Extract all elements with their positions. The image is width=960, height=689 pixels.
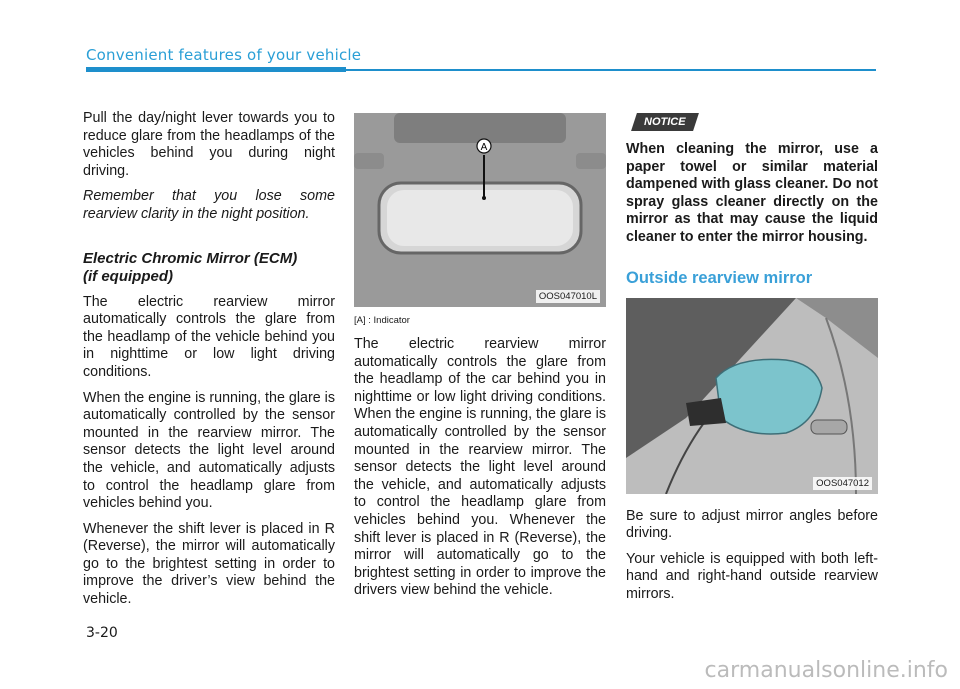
rearview-mirror-image — [354, 113, 606, 307]
mirror-illustration — [354, 113, 606, 307]
page-number: 3-20 — [86, 625, 118, 641]
image-code: OOS047012 — [813, 477, 872, 490]
italic-note: Remember that you lose some rearview clarity in the night position. — [83, 188, 335, 222]
image-caption: [A] : Indicator — [354, 315, 410, 326]
paragraph: Pull the day/night lever towards you to reduce glare from the headlamps of the vehicles behind you during night driving. — [83, 110, 335, 179]
watermark: carmanualsonline.info — [704, 658, 948, 683]
notice-badge — [631, 113, 698, 131]
header-rule — [346, 69, 876, 71]
column-right — [626, 110, 878, 612]
subheading-line: Electric Chromic Mirror (ECM) — [83, 249, 298, 267]
subheading-line: (if equipped) — [83, 267, 173, 285]
paragraph: Whenever the shift lever is placed in R (Reverse), the mirror will automatically go to the brightest setting in order to improve the driver’s view behind the vehicle. — [83, 520, 335, 608]
subheading-ecm — [83, 250, 335, 286]
notice-text: When cleaning the mirror, use a paper towel or similar material dampened with glass cleaner. Do not spray glass cleaner directly on the mirror as that may cause the liquid cleaner to enter the mirror housing. — [626, 141, 878, 245]
paragraph: The electric rearview mirror automatically controls the glare from the headlamp of the car behind you in nighttime or low light driving conditions. When the engine is running, the glare is automatically controlled by the sensor mounted in the rearview mirror. The sensor detects the light level around the vehicle, and automatically adjusts to control the headlamp glare from vehicles behind you. Whenever the shift lever is placed in R (Reverse), the mirror will automatically go to the brightest setting in order to improve the drivers view behind the vehicle. — [354, 336, 606, 599]
paragraph: When the engine is running, the glare is automatically controlled by the sensor mounted in the rearview mirror. The sensor detects the light level around the vehicle, and automatically adjusts to control the headlamp glare from vehicles behind you. — [83, 389, 335, 512]
column-left — [83, 110, 335, 617]
paragraph: The electric rearview mirror automatically controls the glare from the headlamp of the vehicle behind you in nighttime or low light driving conditions. — [83, 293, 335, 380]
column-middle — [354, 110, 606, 608]
side-mirror-illustration — [626, 298, 878, 494]
notice-label: NOTICE — [644, 116, 686, 128]
paragraph: Your vehicle is equipped with both left-hand and right-hand outside rearview mirrors. — [626, 550, 878, 602]
outside-mirror-image — [626, 298, 878, 494]
chapter-title: Convenient features of your vehicle — [86, 46, 362, 64]
header-accent-bar — [86, 67, 346, 72]
image-code: OOS047010L — [536, 290, 600, 303]
paragraph: Be sure to adjust mirror angles before driving. — [626, 507, 878, 542]
indicator-label: A — [480, 142, 488, 153]
section-title: Outside rearview mirror — [626, 268, 813, 287]
